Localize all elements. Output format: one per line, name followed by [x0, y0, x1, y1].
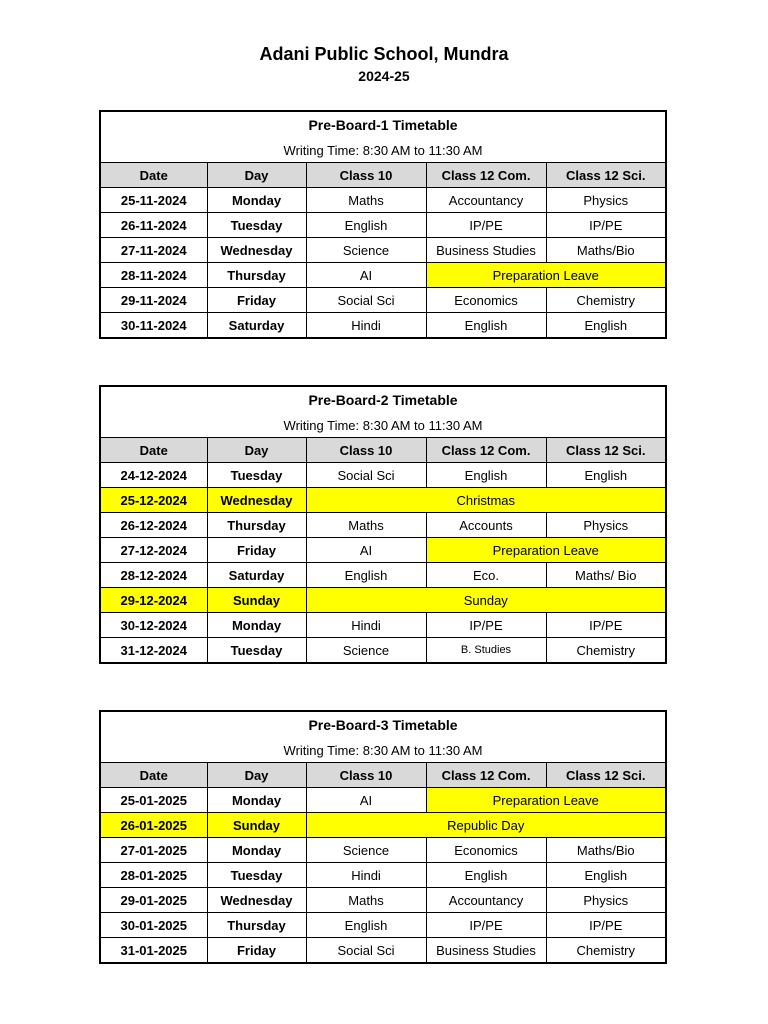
- date-cell: 31-01-2025: [100, 938, 207, 964]
- timetable-title: Pre-Board-3 Timetable: [100, 711, 666, 738]
- column-header: Class 10: [306, 438, 426, 463]
- class10-cell: AI: [306, 788, 426, 813]
- class12-com-cell: Business Studies: [426, 938, 546, 964]
- class12-sci-cell: Chemistry: [546, 938, 666, 964]
- column-header: Date: [100, 163, 207, 188]
- day-cell: Friday: [207, 938, 306, 964]
- class10-cell: Social Sci: [306, 463, 426, 488]
- table-row: [100, 488, 666, 513]
- day-cell: Monday: [207, 838, 306, 863]
- timetable-1: [99, 110, 667, 339]
- class10-cell: Maths: [306, 188, 426, 213]
- date-cell: 25-01-2025: [100, 788, 207, 813]
- day-cell: Wednesday: [207, 238, 306, 263]
- date-cell: 25-11-2024: [100, 188, 207, 213]
- column-header-row: [100, 763, 666, 788]
- class10-cell: AI: [306, 263, 426, 288]
- date-cell: 28-01-2025: [100, 863, 207, 888]
- class10-cell: Maths: [306, 513, 426, 538]
- table-row: [100, 538, 666, 563]
- table-row: [100, 788, 666, 813]
- date-cell: 28-12-2024: [100, 563, 207, 588]
- day-cell: Tuesday: [207, 213, 306, 238]
- day-cell: Friday: [207, 538, 306, 563]
- column-header: Date: [100, 438, 207, 463]
- class12-com-cell: IP/PE: [426, 213, 546, 238]
- table-row: [100, 913, 666, 938]
- class12-sci-cell: IP/PE: [546, 913, 666, 938]
- date-cell: 28-11-2024: [100, 263, 207, 288]
- day-cell: Tuesday: [207, 863, 306, 888]
- column-header: Class 12 Com.: [426, 438, 546, 463]
- class12-com-cell: B. Studies: [426, 638, 546, 664]
- column-header: Class 12 Com.: [426, 763, 546, 788]
- class12-com-cell: English: [426, 313, 546, 339]
- day-cell: Friday: [207, 288, 306, 313]
- class12-sci-cell: Physics: [546, 188, 666, 213]
- table-row: [100, 263, 666, 288]
- table-row: [100, 938, 666, 964]
- table-row: [100, 238, 666, 263]
- class10-cell: Hindi: [306, 613, 426, 638]
- date-cell: 31-12-2024: [100, 638, 207, 664]
- column-header: Class 12 Sci.: [546, 763, 666, 788]
- table-row: [100, 513, 666, 538]
- class12-sci-cell: Physics: [546, 888, 666, 913]
- class12-sci-cell: Physics: [546, 513, 666, 538]
- column-header-row: [100, 163, 666, 188]
- table-row: [100, 638, 666, 664]
- class12-sci-cell: English: [546, 463, 666, 488]
- class12-com-cell: Accounts: [426, 513, 546, 538]
- class12-com-cell: Economics: [426, 288, 546, 313]
- class12-com-cell: Accountancy: [426, 888, 546, 913]
- date-cell: 30-11-2024: [100, 313, 207, 339]
- day-cell: Thursday: [207, 263, 306, 288]
- class10-cell: Social Sci: [306, 288, 426, 313]
- date-cell: 24-12-2024: [100, 463, 207, 488]
- date-cell: 26-12-2024: [100, 513, 207, 538]
- class10-cell: Social Sci: [306, 938, 426, 964]
- academic-year: 2024-25: [358, 68, 410, 84]
- column-header: Class 10: [306, 163, 426, 188]
- timetable-2: [99, 385, 667, 664]
- column-header: Date: [100, 763, 207, 788]
- writing-time: Writing Time: 8:30 AM to 11:30 AM: [100, 413, 666, 438]
- class10-cell: English: [306, 213, 426, 238]
- date-cell: 26-01-2025: [100, 813, 207, 838]
- class10-cell: Science: [306, 638, 426, 664]
- preparation-leave-cell: Preparation Leave: [426, 788, 666, 813]
- column-header: Class 12 Sci.: [546, 438, 666, 463]
- column-header: Class 12 Com.: [426, 163, 546, 188]
- table-row: [100, 813, 666, 838]
- day-cell: Monday: [207, 188, 306, 213]
- class12-sci-cell: IP/PE: [546, 213, 666, 238]
- column-header: Class 12 Sci.: [546, 163, 666, 188]
- day-cell: Monday: [207, 788, 306, 813]
- table-row: [100, 888, 666, 913]
- column-header: Day: [207, 763, 306, 788]
- day-cell: Saturday: [207, 313, 306, 339]
- class12-com-cell: IP/PE: [426, 613, 546, 638]
- timetable-title: Pre-Board-2 Timetable: [100, 386, 666, 413]
- class12-com-cell: Accountancy: [426, 188, 546, 213]
- class12-com-cell: Economics: [426, 838, 546, 863]
- date-cell: 30-01-2025: [100, 913, 207, 938]
- school-name: Adani Public School, Mundra: [259, 44, 509, 64]
- column-header: Day: [207, 163, 306, 188]
- table-row: [100, 213, 666, 238]
- day-cell: Sunday: [207, 588, 306, 613]
- column-header: Class 10: [306, 763, 426, 788]
- class12-com-cell: Business Studies: [426, 238, 546, 263]
- class12-sci-cell: Chemistry: [546, 638, 666, 664]
- table-row: [100, 563, 666, 588]
- preparation-leave-cell: Preparation Leave: [426, 538, 666, 563]
- day-cell: Tuesday: [207, 463, 306, 488]
- timetable-title: Pre-Board-1 Timetable: [100, 111, 666, 138]
- table-row: [100, 588, 666, 613]
- timetable-3: [99, 710, 667, 964]
- date-cell: 27-11-2024: [100, 238, 207, 263]
- writing-time: Writing Time: 8:30 AM to 11:30 AM: [100, 738, 666, 763]
- class12-com-cell: English: [426, 863, 546, 888]
- date-cell: 27-12-2024: [100, 538, 207, 563]
- date-cell: 30-12-2024: [100, 613, 207, 638]
- day-cell: Tuesday: [207, 638, 306, 664]
- date-cell: 29-01-2025: [100, 888, 207, 913]
- class12-sci-cell: Chemistry: [546, 288, 666, 313]
- date-cell: 29-12-2024: [100, 588, 207, 613]
- class10-cell: Maths: [306, 888, 426, 913]
- day-cell: Monday: [207, 613, 306, 638]
- class10-cell: Hindi: [306, 313, 426, 339]
- class12-sci-cell: Maths/Bio: [546, 238, 666, 263]
- holiday-cell: Sunday: [306, 588, 666, 613]
- class12-sci-cell: Maths/ Bio: [546, 563, 666, 588]
- date-cell: 27-01-2025: [100, 838, 207, 863]
- day-cell: Thursday: [207, 513, 306, 538]
- table-row: [100, 838, 666, 863]
- table-row: [100, 288, 666, 313]
- writing-time: Writing Time: 8:30 AM to 11:30 AM: [100, 138, 666, 163]
- class10-cell: English: [306, 913, 426, 938]
- table-row: [100, 463, 666, 488]
- class10-cell: Science: [306, 838, 426, 863]
- day-cell: Wednesday: [207, 488, 306, 513]
- class10-cell: AI: [306, 538, 426, 563]
- table-row: [100, 313, 666, 339]
- class12-com-cell: IP/PE: [426, 913, 546, 938]
- date-cell: 29-11-2024: [100, 288, 207, 313]
- table-row: [100, 863, 666, 888]
- class12-sci-cell: English: [546, 313, 666, 339]
- class12-sci-cell: Maths/Bio: [546, 838, 666, 863]
- preparation-leave-cell: Preparation Leave: [426, 263, 666, 288]
- holiday-cell: Christmas: [306, 488, 666, 513]
- class10-cell: Hindi: [306, 863, 426, 888]
- class12-sci-cell: English: [546, 863, 666, 888]
- date-cell: 25-12-2024: [100, 488, 207, 513]
- class10-cell: Science: [306, 238, 426, 263]
- class12-com-cell: English: [426, 463, 546, 488]
- column-header: Day: [207, 438, 306, 463]
- day-cell: Sunday: [207, 813, 306, 838]
- day-cell: Wednesday: [207, 888, 306, 913]
- class10-cell: English: [306, 563, 426, 588]
- column-header-row: [100, 438, 666, 463]
- day-cell: Thursday: [207, 913, 306, 938]
- class12-com-cell: Eco.: [426, 563, 546, 588]
- date-cell: 26-11-2024: [100, 213, 207, 238]
- table-row: [100, 188, 666, 213]
- day-cell: Saturday: [207, 563, 306, 588]
- table-row: [100, 613, 666, 638]
- class12-sci-cell: IP/PE: [546, 613, 666, 638]
- holiday-cell: Republic Day: [306, 813, 666, 838]
